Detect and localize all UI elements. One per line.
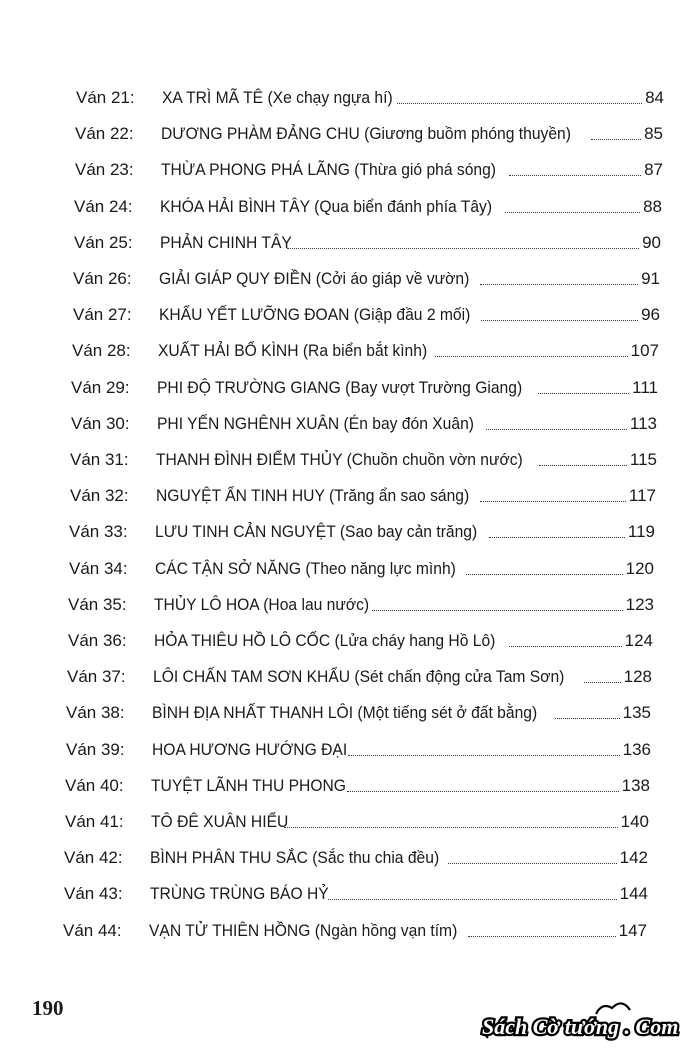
- toc-entry: [65, 772, 650, 800]
- entry-page: 88: [643, 196, 662, 216]
- dot-leader: [397, 103, 642, 104]
- dot-leader: [555, 718, 620, 719]
- dot-leader: [486, 429, 627, 430]
- entry-page: 136: [622, 739, 651, 759]
- entry-title: LÔI CHẤN TAM SƠN KHẨU (Sét chấn động cửa Tam Sơn): [153, 667, 565, 687]
- entry-title: THANH ĐÌNH ĐIỂM THỦY (Chuồn chuồn vờn nước): [156, 450, 523, 469]
- dot-leader: [466, 574, 623, 575]
- dot-leader: [538, 393, 629, 394]
- entry-page: 119: [627, 522, 655, 542]
- entry-number: Ván 42:: [64, 848, 123, 868]
- entry-title: BÌNH ĐỊA NHẤT THANH LÔI (Một tiếng sét ở đất bằng): [152, 703, 538, 723]
- toc-entry: [66, 736, 651, 764]
- toc-entry: [74, 229, 661, 257]
- toc-entry: [64, 844, 648, 872]
- toc-entry: [76, 84, 664, 112]
- toc-entry: [70, 446, 657, 474]
- entry-title: HỎA THIÊU HỒ LÔ CỐC (Lửa cháy hang Hồ Lô): [154, 631, 496, 650]
- logo-text: Sách Cờ tướng . Com: [482, 1014, 679, 1039]
- dot-leader: [584, 682, 620, 683]
- entry-number: Ván 21:: [76, 88, 135, 107]
- toc-entry: [75, 156, 663, 184]
- entry-number: Ván 34:: [69, 558, 128, 578]
- entry-title: HOA HƯƠNG HƯỚNG ĐẠI: [152, 739, 348, 759]
- toc-entry: [64, 880, 648, 908]
- entry-title: TRÙNG TRÙNG BÁO HỶ: [150, 884, 329, 904]
- dot-leader: [489, 537, 625, 538]
- dot-leader: [328, 899, 616, 900]
- entry-title: THỪA PHONG PHÁ LÃNG (Thừa gió phá sóng): [161, 160, 497, 180]
- toc-entry: [73, 265, 660, 293]
- entry-page: 128: [623, 667, 652, 687]
- entry-title: TUYỆT LÃNH THU PHONG: [151, 775, 346, 795]
- toc-entry: [70, 482, 656, 510]
- entry-page: 124: [624, 631, 653, 650]
- dot-leader: [347, 791, 619, 792]
- toc-entry: [71, 374, 658, 402]
- entry-page: 85: [644, 124, 663, 144]
- entry-page: 115: [629, 450, 657, 469]
- dot-leader: [591, 139, 641, 140]
- entry-page: 138: [621, 775, 650, 795]
- entry-number: Ván 32:: [70, 486, 129, 506]
- entry-page: 147: [618, 920, 647, 940]
- entry-page: 142: [619, 848, 648, 868]
- dot-leader: [539, 465, 627, 466]
- entry-number: Ván 28:: [72, 341, 131, 361]
- entry-page: 107: [630, 341, 659, 361]
- entry-number: Ván 33:: [69, 522, 128, 542]
- entry-title: PHẢN CHINH TÂY: [160, 232, 292, 252]
- entry-title: PHI ĐỘ TRƯỜNG GIANG (Bay vượt Trường Giang): [157, 377, 523, 397]
- entry-title: THỦY LÔ HOA (Hoa lau nước): [154, 594, 370, 614]
- entry-page: 120: [625, 558, 654, 578]
- dot-leader: [435, 356, 628, 357]
- entry-number: Ván 22:: [75, 124, 134, 144]
- entry-number: Ván 37:: [67, 667, 126, 687]
- toc-entry: [66, 699, 651, 727]
- entry-title: TÔ ĐÊ XUÂN HIỂU: [151, 812, 289, 831]
- dot-leader: [509, 646, 622, 647]
- entry-page: 123: [625, 594, 654, 614]
- entry-number: Ván 43:: [64, 884, 123, 904]
- entry-title: XUẤT HẢI BỔ KÌNH (Ra biển bắt kình): [158, 341, 428, 361]
- entry-page: 135: [622, 703, 651, 723]
- entry-page: 90: [642, 232, 661, 252]
- toc-entry: [69, 518, 655, 546]
- entry-page: 111: [632, 377, 658, 397]
- toc-entry: [68, 591, 654, 619]
- toc-entry: [63, 917, 647, 945]
- entry-page: 96: [641, 305, 660, 325]
- entry-number: Ván 39:: [66, 739, 125, 759]
- toc-entry: [69, 555, 654, 583]
- dot-leader: [372, 610, 623, 611]
- entry-page: 91: [641, 269, 660, 288]
- entry-number: Ván 41:: [65, 812, 124, 831]
- entry-page: 113: [629, 413, 657, 433]
- entry-number: Ván 30:: [71, 413, 130, 433]
- dot-leader: [480, 284, 638, 285]
- entry-number: Ván 25:: [74, 232, 133, 252]
- entry-number: Ván 24:: [74, 196, 133, 216]
- entry-number: Ván 35:: [68, 594, 127, 614]
- entry-title: PHI YẾN NGHÊNH XUÂN (Én bay đón Xuân): [157, 413, 474, 433]
- dot-leader: [509, 175, 641, 176]
- entry-number: Ván 38:: [66, 703, 125, 723]
- entry-title: XA TRÌ MÃ TÊ (Xe chạy ngựa hí): [162, 88, 393, 107]
- page-number: 190: [32, 996, 64, 1020]
- dot-leader: [480, 501, 625, 502]
- entry-title: GIẢI GIÁP QUY ĐIỀN (Cởi áo giáp về vườn): [159, 269, 470, 288]
- toc-entry: [75, 120, 663, 148]
- entry-page: 87: [644, 160, 663, 180]
- dot-leader: [468, 936, 616, 937]
- entry-number: Ván 29:: [71, 377, 130, 397]
- entry-title: DƯƠNG PHÀM ĐẢNG CHU (Giương buồm phóng thuyền): [161, 124, 571, 144]
- entry-title: CÁC TẬN SỞ NĂNG (Theo năng lực mình): [155, 558, 456, 578]
- toc-entry: [68, 627, 653, 655]
- toc-entry: [73, 301, 660, 329]
- entry-page: 117: [628, 486, 656, 506]
- entry-title: KHẨU YẾT LƯỠNG ĐOAN (Giập đầu 2 mối): [159, 305, 471, 325]
- entry-title: KHÓA HẢI BÌNH TÂY (Qua biển đánh phía Tây): [160, 196, 493, 216]
- dot-leader: [448, 863, 616, 864]
- entry-number: Ván 26:: [73, 269, 132, 288]
- entry-page: 140: [620, 812, 649, 831]
- dot-leader: [481, 320, 638, 321]
- dot-leader: [287, 248, 639, 249]
- entry-title: NGUYỆT ẨN TINH HUY (Trăng ẩn sao sáng): [156, 486, 470, 506]
- toc-entry: [65, 808, 649, 836]
- dot-leader: [284, 827, 617, 828]
- site-logo: [478, 1000, 694, 1044]
- toc-entry: [72, 337, 659, 365]
- entry-page: 84: [645, 88, 664, 107]
- toc-entry: [67, 663, 652, 691]
- entry-number: Ván 36:: [68, 631, 127, 650]
- entry-number: Ván 23:: [75, 160, 134, 180]
- toc-entry: [71, 410, 657, 438]
- entry-title: VẠN TỬ THIÊN HỒNG (Ngàn hồng vạn tím): [149, 920, 458, 940]
- entry-page: 144: [619, 884, 648, 904]
- entry-title: BÌNH PHÂN THU SẮC (Sắc thu chia đều): [150, 848, 440, 868]
- entry-number: Ván 44:: [63, 920, 122, 940]
- dot-leader: [348, 755, 619, 756]
- entry-number: Ván 27:: [73, 305, 132, 325]
- entry-number: Ván 40:: [65, 775, 124, 795]
- entry-title: LƯU TINH CẢN NGUYỆT (Sao bay cản trăng): [155, 522, 478, 542]
- toc-entry: [74, 193, 662, 221]
- dot-leader: [505, 212, 640, 213]
- entry-number: Ván 31:: [70, 450, 129, 469]
